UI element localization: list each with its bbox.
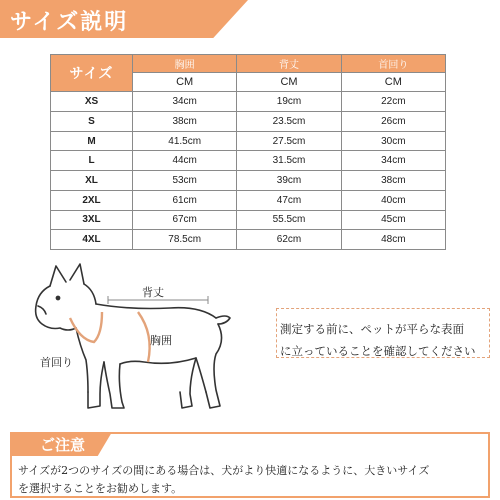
neck-column-header: 首回り xyxy=(341,55,445,73)
caution-line-2: を選択することをお勧めします。 xyxy=(18,482,183,495)
table-row xyxy=(51,230,446,250)
chest-unit: CM xyxy=(133,72,237,92)
chest-cell: 34cm xyxy=(133,92,237,112)
size-cell: 2XL xyxy=(51,190,133,210)
chest-column-header: 胸囲 xyxy=(133,55,237,73)
table-row xyxy=(51,210,446,230)
neck-cell: 38cm xyxy=(341,171,445,191)
neck-cell: 34cm xyxy=(341,151,445,171)
back-length-label: 背丈 xyxy=(142,286,164,299)
neck-cell: 45cm xyxy=(341,210,445,230)
neck-cell: 26cm xyxy=(341,111,445,131)
length-cell: 55.5cm xyxy=(237,210,341,230)
note-line-2: に立っていることを確認してください xyxy=(280,344,476,358)
neck-measure-line xyxy=(70,312,102,342)
caution-line-1: サイズが2つのサイズの間にある場合は、犬がより快適になるように、大きいサイズ xyxy=(18,464,430,477)
length-column-header: 背丈 xyxy=(237,55,341,73)
size-cell: XL xyxy=(51,171,133,191)
size-cell: 4XL xyxy=(51,230,133,250)
size-rows xyxy=(51,92,446,250)
size-cell: 3XL xyxy=(51,210,133,230)
chest-label: 胸囲 xyxy=(150,334,172,347)
dog-silhouette xyxy=(36,264,230,408)
neck-cell: 40cm xyxy=(341,190,445,210)
length-cell: 23.5cm xyxy=(237,111,341,131)
table-row xyxy=(51,171,446,191)
measurement-marks xyxy=(70,312,150,362)
length-unit: CM xyxy=(237,72,341,92)
measurement-note xyxy=(280,318,494,362)
chest-cell: 44cm xyxy=(133,151,237,171)
chest-cell: 38cm xyxy=(133,111,237,131)
caution-title: ご注意 xyxy=(40,436,86,454)
dog-measurement-diagram xyxy=(20,262,260,422)
length-cell: 47cm xyxy=(237,190,341,210)
length-cell: 31.5cm xyxy=(237,151,341,171)
neck-cell: 48cm xyxy=(341,230,445,250)
note-line-1: 測定する前に、ペットが平らな表面 xyxy=(280,322,464,336)
length-cell: 39cm xyxy=(237,171,341,191)
table-row xyxy=(51,151,446,171)
chest-cell: 78.5cm xyxy=(133,230,237,250)
table-row xyxy=(51,92,446,112)
neck-cell: 30cm xyxy=(341,131,445,151)
page-title: サイズ説明 xyxy=(10,10,129,35)
size-cell: L xyxy=(51,151,133,171)
caution-text xyxy=(18,462,488,498)
length-cell: 19cm xyxy=(237,92,341,112)
neck-cell: 22cm xyxy=(341,92,445,112)
chest-cell: 41.5cm xyxy=(133,131,237,151)
chest-measure-line xyxy=(138,312,150,362)
size-cell: M xyxy=(51,131,133,151)
size-cell: XS xyxy=(51,92,133,112)
table-row xyxy=(51,131,446,151)
size-table xyxy=(50,54,446,250)
table-header-row xyxy=(51,55,446,73)
length-cell: 62cm xyxy=(237,230,341,250)
table-row xyxy=(51,111,446,131)
length-cell: 27.5cm xyxy=(237,131,341,151)
table-row xyxy=(51,190,446,210)
neck-label: 首回り xyxy=(40,356,73,369)
size-cell: S xyxy=(51,111,133,131)
neck-unit: CM xyxy=(341,72,445,92)
chest-cell: 67cm xyxy=(133,210,237,230)
chest-cell: 53cm xyxy=(133,171,237,191)
chest-cell: 61cm xyxy=(133,190,237,210)
size-column-header: サイズ xyxy=(51,55,133,92)
